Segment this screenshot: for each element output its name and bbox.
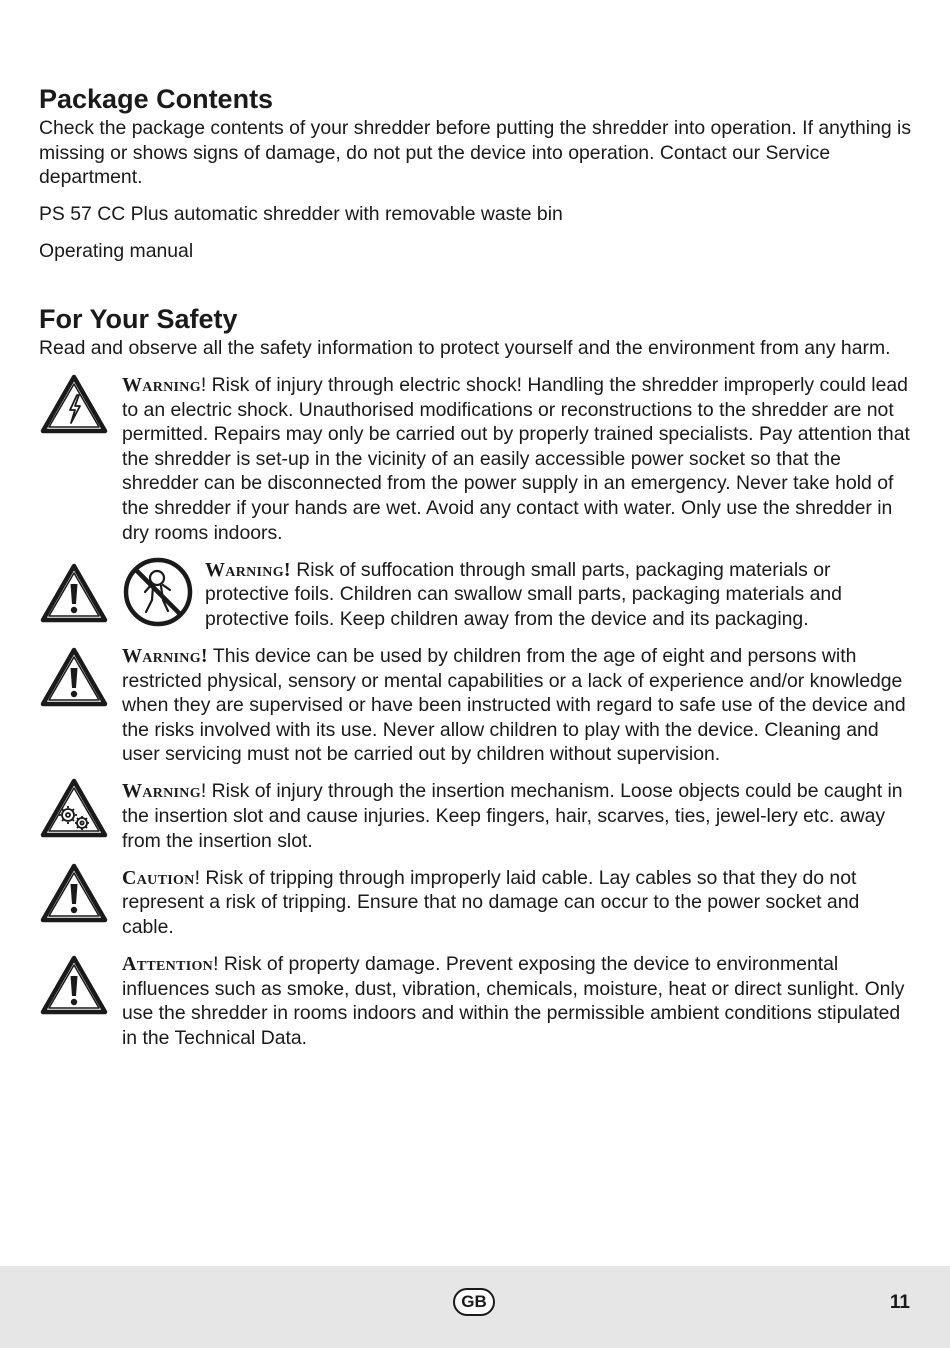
warning-label: Warning [122, 780, 201, 803]
warning-block-children [39, 644, 914, 767]
warning-text: Warning! Risk of suffocation through small parts, packaging materials or protective foils. Children can swallow small parts, packaging materials and protective foils. Keep children away from the device and its packaging. [205, 558, 842, 630]
general-warning-icon [39, 954, 109, 1016]
warning-text: Warning! Risk of injury through the insertion mechanism. Loose objects could be caught in the insertion slot and cause injuries. Keep fingers, hair, scarves, ties, jewel-lery etc. away from the insertion slot. [122, 780, 903, 852]
warning-text: Attention! Risk of property damage. Prevent exposing the device to environmental influences such as smoke, dust, vibration, chemicals, moisture, heat or direct sunlight. Only use the shredder in rooms indoors and within the permissible ambient conditions stipulated in the Technical Data. [122, 953, 905, 1049]
warning-label: Caution [122, 866, 195, 889]
page-footer [0, 1266, 950, 1348]
electric-shock-warning-icon [39, 373, 109, 435]
warning-label: Warning [205, 558, 284, 581]
general-warning-icon [39, 862, 109, 924]
warning-block-insertion [39, 779, 914, 853]
warning-block-property-damage [39, 952, 914, 1050]
package-item: PS 57 CC Plus automatic shredder with removable waste bin [39, 203, 563, 226]
warning-label: Warning [122, 645, 201, 667]
page-number: 11 [889, 1292, 910, 1313]
package-contents-section [39, 82, 914, 264]
package-contents-intro: Check the package contents of your shredder before putting the shredder into operation. If anything is missing or shows signs of damage, do not put the device into operation. Contact our Service department. [39, 117, 912, 189]
no-children-icon [122, 556, 194, 628]
general-warning-icon [39, 562, 109, 624]
warning-block-tripping [39, 866, 914, 940]
safety-title: For Your Safety [39, 303, 238, 334]
package-contents-title: Package Contents [39, 84, 274, 114]
country-badge: GB [453, 1288, 495, 1316]
warning-block-suffocation [39, 558, 914, 632]
warning-label: Warning [122, 374, 201, 397]
safety-intro: Read and observe all the safety information to protect yourself and the environment from any harm. [39, 336, 891, 359]
safety-section [39, 302, 914, 1050]
warning-text: Caution! Risk of tripping through improperly laid cable. Lay cables so that they do not represent a risk of tripping. Ensure that no damage can occur to the power socket and cable. [122, 866, 860, 938]
warning-block-electric-shock [39, 373, 914, 545]
page-content [39, 82, 914, 1063]
warning-text: Warning! Risk of injury through electric shock! Handling the shredder improperly could lead to an electric shock. Unauthorised modifications or reconstructions to the shredder are not permitted. Repairs may only be carried out by properly trained specialists. Pay attention that the shredder is set-up in the vicinity of an easily accessible power socket so that the shredder can be disconnected from the power supply in an emergency. Never take hold of the shredder if your hands are wet. Avoid any contact with water. Only use the shredder in dry rooms indoors. [122, 374, 910, 544]
gears-warning-icon [39, 777, 109, 839]
package-item: Operating manual [39, 240, 194, 263]
warning-text: Warning! This device can be used by children from the age of eight and persons with restricted physical, sensory or mental capabilities or a lack of experience and/or knowledge when they are supervised or have been instructed with regard to safe use of the device and the risks involved with its use. Never allow children to play with the device. Cleaning and user servicing must not be carried out by children without supervision. [122, 645, 906, 766]
warning-label: Attention [122, 953, 214, 976]
general-warning-icon [39, 646, 109, 708]
